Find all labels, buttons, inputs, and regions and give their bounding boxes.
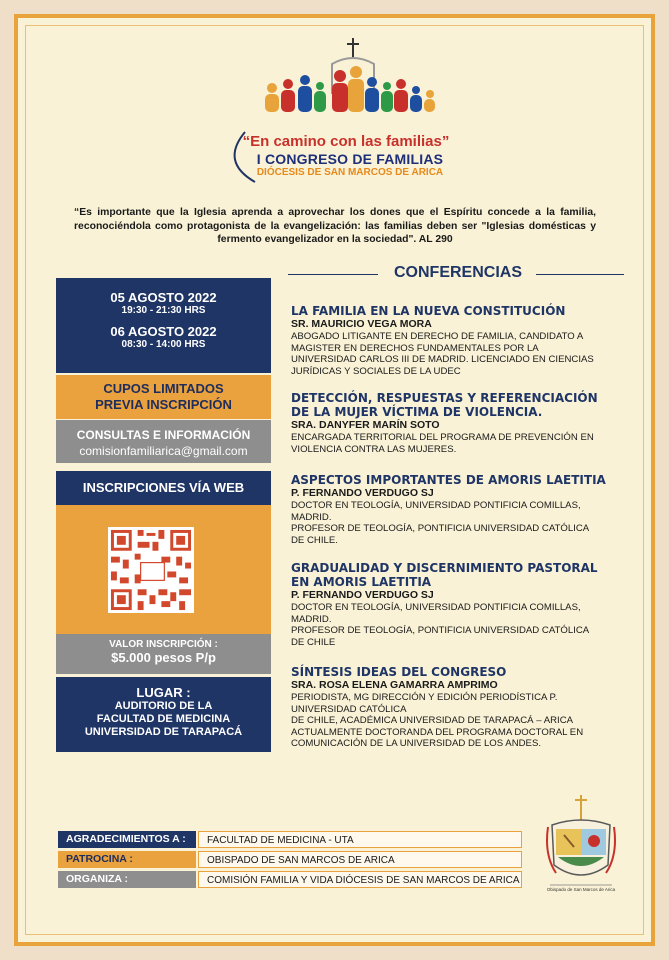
- talk-bio: PERIODISTA, MG DIRECCIÓN Y EDICIÓN PERIODÍSTICA P. UNIVERSIDAD CATÓLICA DE CHILE, ACADÉMICA UNIVERSIDAD DE TARAPACÁ – ARICA ACTUALMENTE DOCTORANDA DEL PROGRAMA DOCTORAL EN COMUNICACIÓN DE LA UNIVERSIDAD DE LOS ANDES.: [291, 692, 584, 749]
- talk-title: DETECCIÓN, RESPUESTAS Y REFERENCIACIÓN DE LA MUJER VÍCTIMA DE VIOLENCIA.: [291, 391, 598, 419]
- talk-1: [291, 304, 631, 377]
- talk-speaker: SRA. DANYFER MARÍN SOTO: [291, 419, 440, 431]
- venue-block: [56, 677, 271, 752]
- thanks-value: FACULTAD DE MEDICINA - UTA: [198, 831, 522, 848]
- crest-caption: Obispado de San Marcos de Arica: [546, 887, 616, 892]
- talk-bio: ENCARGADA TERRITORIAL DEL PROGRAMA DE PREVENCIÓN EN VIOLENCIA CONTRA LAS MUJERES.: [291, 432, 594, 455]
- date-1: 05 AGOSTO 2022: [110, 290, 217, 305]
- talk-3: [291, 473, 631, 546]
- venue-label: LUGAR :: [136, 685, 191, 700]
- contact-block: [56, 420, 271, 463]
- diocese-crest-icon: [544, 795, 618, 895]
- talk-bio: DOCTOR EN TEOLOGÍA, UNIVERSIDAD PONTIFICIA COMILLAS, MADRID. PROFESOR DE TEOLOGÍA, PONTIFICIA UNIVERSIDAD CATÓLICA DE CHILE.: [291, 500, 590, 546]
- price-value: $5.000 pesos P/p: [111, 650, 216, 665]
- price-label: VALOR INSCRIPCIÓN :: [109, 639, 218, 650]
- quote-text: “Es importante que la Iglesia aprenda a aprovechar los dones que el Espíritu concede a la familia, reconociéndola como protagonista de la evangelización: las familias deben ser "Iglesias domésticas y fermento evangelizador en la sociedad". AL 290: [74, 207, 596, 245]
- talk-bio: DOCTOR EN TEOLOGÍA, UNIVERSIDAD PONTIFICIA COMILLAS, MADRID. PROFESOR DE TEOLOGÍA, PONTIFICIA UNIVERSIDAD CATÓLICA DE CHILE: [291, 602, 590, 648]
- organizer-row: [58, 871, 522, 888]
- congress-title: I CONGRESO DE FAMILIAS: [256, 151, 444, 167]
- sponsor-row: [58, 851, 522, 868]
- congress-slogan: “En camino con las familias”: [242, 133, 450, 150]
- date-2: 06 AGOSTO 2022: [110, 324, 217, 339]
- conferences-title: CONFERENCIAS: [383, 264, 533, 282]
- sponsor-label: PATROCINA :: [58, 851, 196, 868]
- talk-speaker: SRA. ROSA ELENA GAMARRA AMPRIMO: [291, 679, 498, 691]
- venue-line-2: FACULTAD DE MEDICINA: [96, 713, 231, 725]
- talk-5: [291, 665, 631, 750]
- talk-title: ASPECTOS IMPORTANTES DE AMORIS LAETITIA: [291, 473, 606, 487]
- talk-speaker: P. FERNANDO VERDUGO SJ: [291, 487, 434, 499]
- thanks-row: [58, 831, 522, 848]
- talk-title: LA FAMILIA EN LA NUEVA CONSTITUCIÓN: [291, 304, 566, 318]
- talk-bio: ABOGADO LITIGANTE EN DERECHO DE FAMILIA, CANDIDATO A MAGISTER EN DERECHOS FUNDAMENTALES POR LA UNIVERSIDAD CARLOS III DE MADRID. LICENCIADO EN CIENCIAS JURÍDICAS Y SOCIALES DE LA UDEC: [291, 331, 594, 377]
- talk-speaker: SR. MAURICIO VEGA MORA: [291, 318, 432, 330]
- contact-email[interactable]: comisionfamiliarica@gmail.com: [79, 444, 248, 458]
- limited-seats-block: [56, 375, 271, 419]
- cupos-line-2: PREVIA INSCRIPCIÓN: [95, 397, 232, 412]
- qr-block: [56, 505, 271, 634]
- web-registration-label: INSCRIPCIONES VÍA WEB: [56, 471, 271, 505]
- talk-title: SÍNTESIS IDEAS DEL CONGRESO: [291, 665, 507, 679]
- qr-code-icon[interactable]: [108, 527, 194, 613]
- organizer-value: COMISIÓN FAMILIA Y VIDA DIÓCESIS DE SAN MARCOS DE ARICA: [198, 871, 522, 888]
- thanks-label: AGRADECIMIENTOS A :: [58, 831, 196, 848]
- conferences-heading: [288, 262, 624, 286]
- venue-line-3: UNIVERSIDAD DE TARAPACÁ: [84, 726, 243, 738]
- talk-4: [291, 561, 631, 648]
- sponsor-value: OBISPADO DE SAN MARCOS DE ARICA: [198, 851, 522, 868]
- hours-2: 08:30 - 14:00 HRS: [121, 339, 206, 350]
- cupos-line-1: CUPOS LIMITADOS: [103, 381, 224, 396]
- dates-block: [56, 278, 271, 373]
- price-block: [56, 634, 271, 674]
- diocese-name: DIÓCESIS DE SAN MARCOS DE ARICA: [256, 167, 444, 178]
- organizer-label: ORGANIZA :: [58, 871, 196, 888]
- talk-title: GRADUALIDAD Y DISCERNIMIENTO PASTORAL EN AMORIS LAETITIA: [291, 561, 598, 589]
- venue-line-1: AUDITORIO DE LA: [114, 700, 213, 712]
- hours-1: 19:30 - 21:30 HRS: [121, 305, 206, 316]
- talk-speaker: P. FERNANDO VERDUGO SJ: [291, 589, 434, 601]
- contact-label: CONSULTAS E INFORMACIÓN: [76, 428, 251, 442]
- talk-2: [291, 391, 631, 455]
